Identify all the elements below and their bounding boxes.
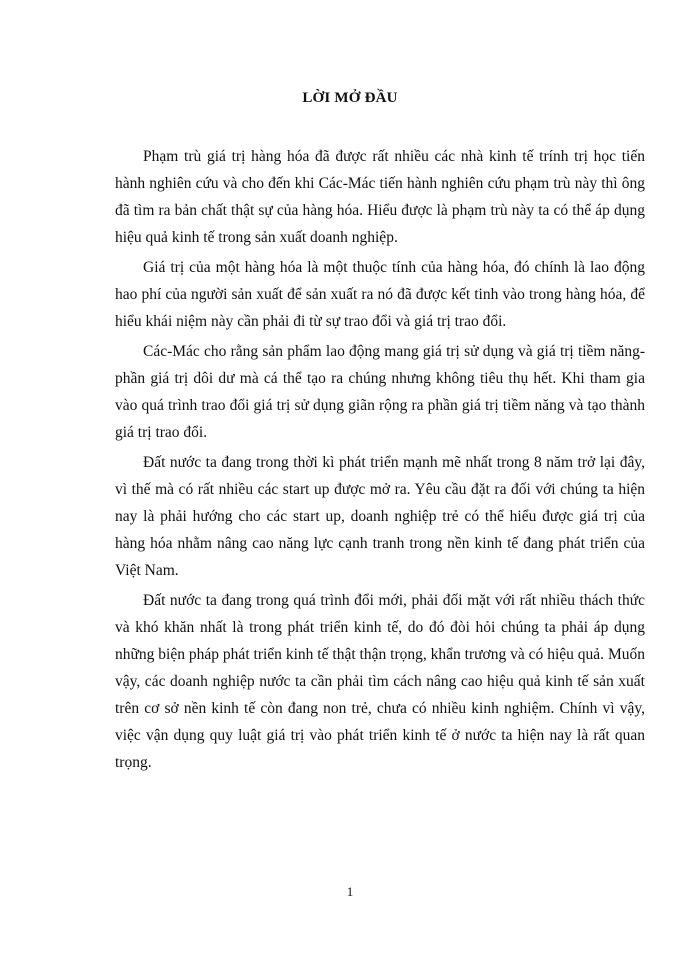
paragraph-3: Các-Mác cho rằng sản phẩm lao động mang giá trị sử dụng và giá trị tiềm năng-phần giá trị dôi dư mà cá thể tạo ra chúng nhưng không tiêu thụ hết. Khi tham gia vào quá trình trao đổi giá trị sử dụng giãn rộng ra phần giá trị tiềm năng và tạo thành giá trị trao đổi. bbox=[115, 343, 645, 441]
paragraph-1: Phạm trù giá trị hàng hóa đã được rất nhiều các nhà kinh tế trính trị học tiến hành nghiên cứu và cho đến khi Các-Mác tiến hành nghiên cứu phạm trù này thì ông đã tìm ra bản chất thật sự của hàng hóa. Hiểu được là phạm trù này ta có thể áp dụng hiệu quả kinh tế trong sản xuất doanh nghiệp. bbox=[115, 148, 645, 246]
paragraph-2: Giá trị của một hàng hóa là một thuộc tính của hàng hóa, đó chính là lao động hao phí của người sản xuất để sản xuất ra nó đã được kết tinh vào trong hàng hóa, để hiểu khái niệm này cần phải đi từ sự trao đổi và giá trị trao đổi. bbox=[115, 259, 645, 330]
body-text bbox=[115, 143, 645, 779]
paragraph-5: Đất nước ta đang trong quá trình đổi mới, phải đối mặt với rất nhiều thách thức và khó khăn nhất là trong phát triển kinh tế, do đó đòi hỏi chúng ta phải áp dụng những biện pháp phát triển kinh tế thật thận trọng, khẩn trương và có hiệu quả. Muốn vậy, các doanh nghiệp nước ta cần phải tìm cách nâng cao hiệu quả kinh tế sản xuất trên cơ sở nền kinh tế còn đang non trẻ, chưa có nhiều kinh nghiệm. Chính vì vậy, việc vận dụng quy luật giá trị vào phát triển kinh tế ở nước ta hiện nay là rất quan trọng. bbox=[115, 592, 645, 771]
paragraph-4: Đất nước ta đang trong thời kì phát triển mạnh mẽ nhất trong 8 năm trở lại đây, vì thế mà có rất nhiều các start up được mở ra. Yêu cầu đặt ra đối với chúng ta hiện nay là phải hướng cho các start up, doanh nghiệp trẻ có thể hiểu được giá trị của hàng hóa nhằm nâng cao năng lực cạnh tranh trong nền kinh tế đang phát triển của Việt Nam. bbox=[115, 454, 645, 579]
page-number: 1 bbox=[346, 884, 354, 899]
page-title: LỜI MỞ ĐẦU bbox=[302, 90, 398, 106]
